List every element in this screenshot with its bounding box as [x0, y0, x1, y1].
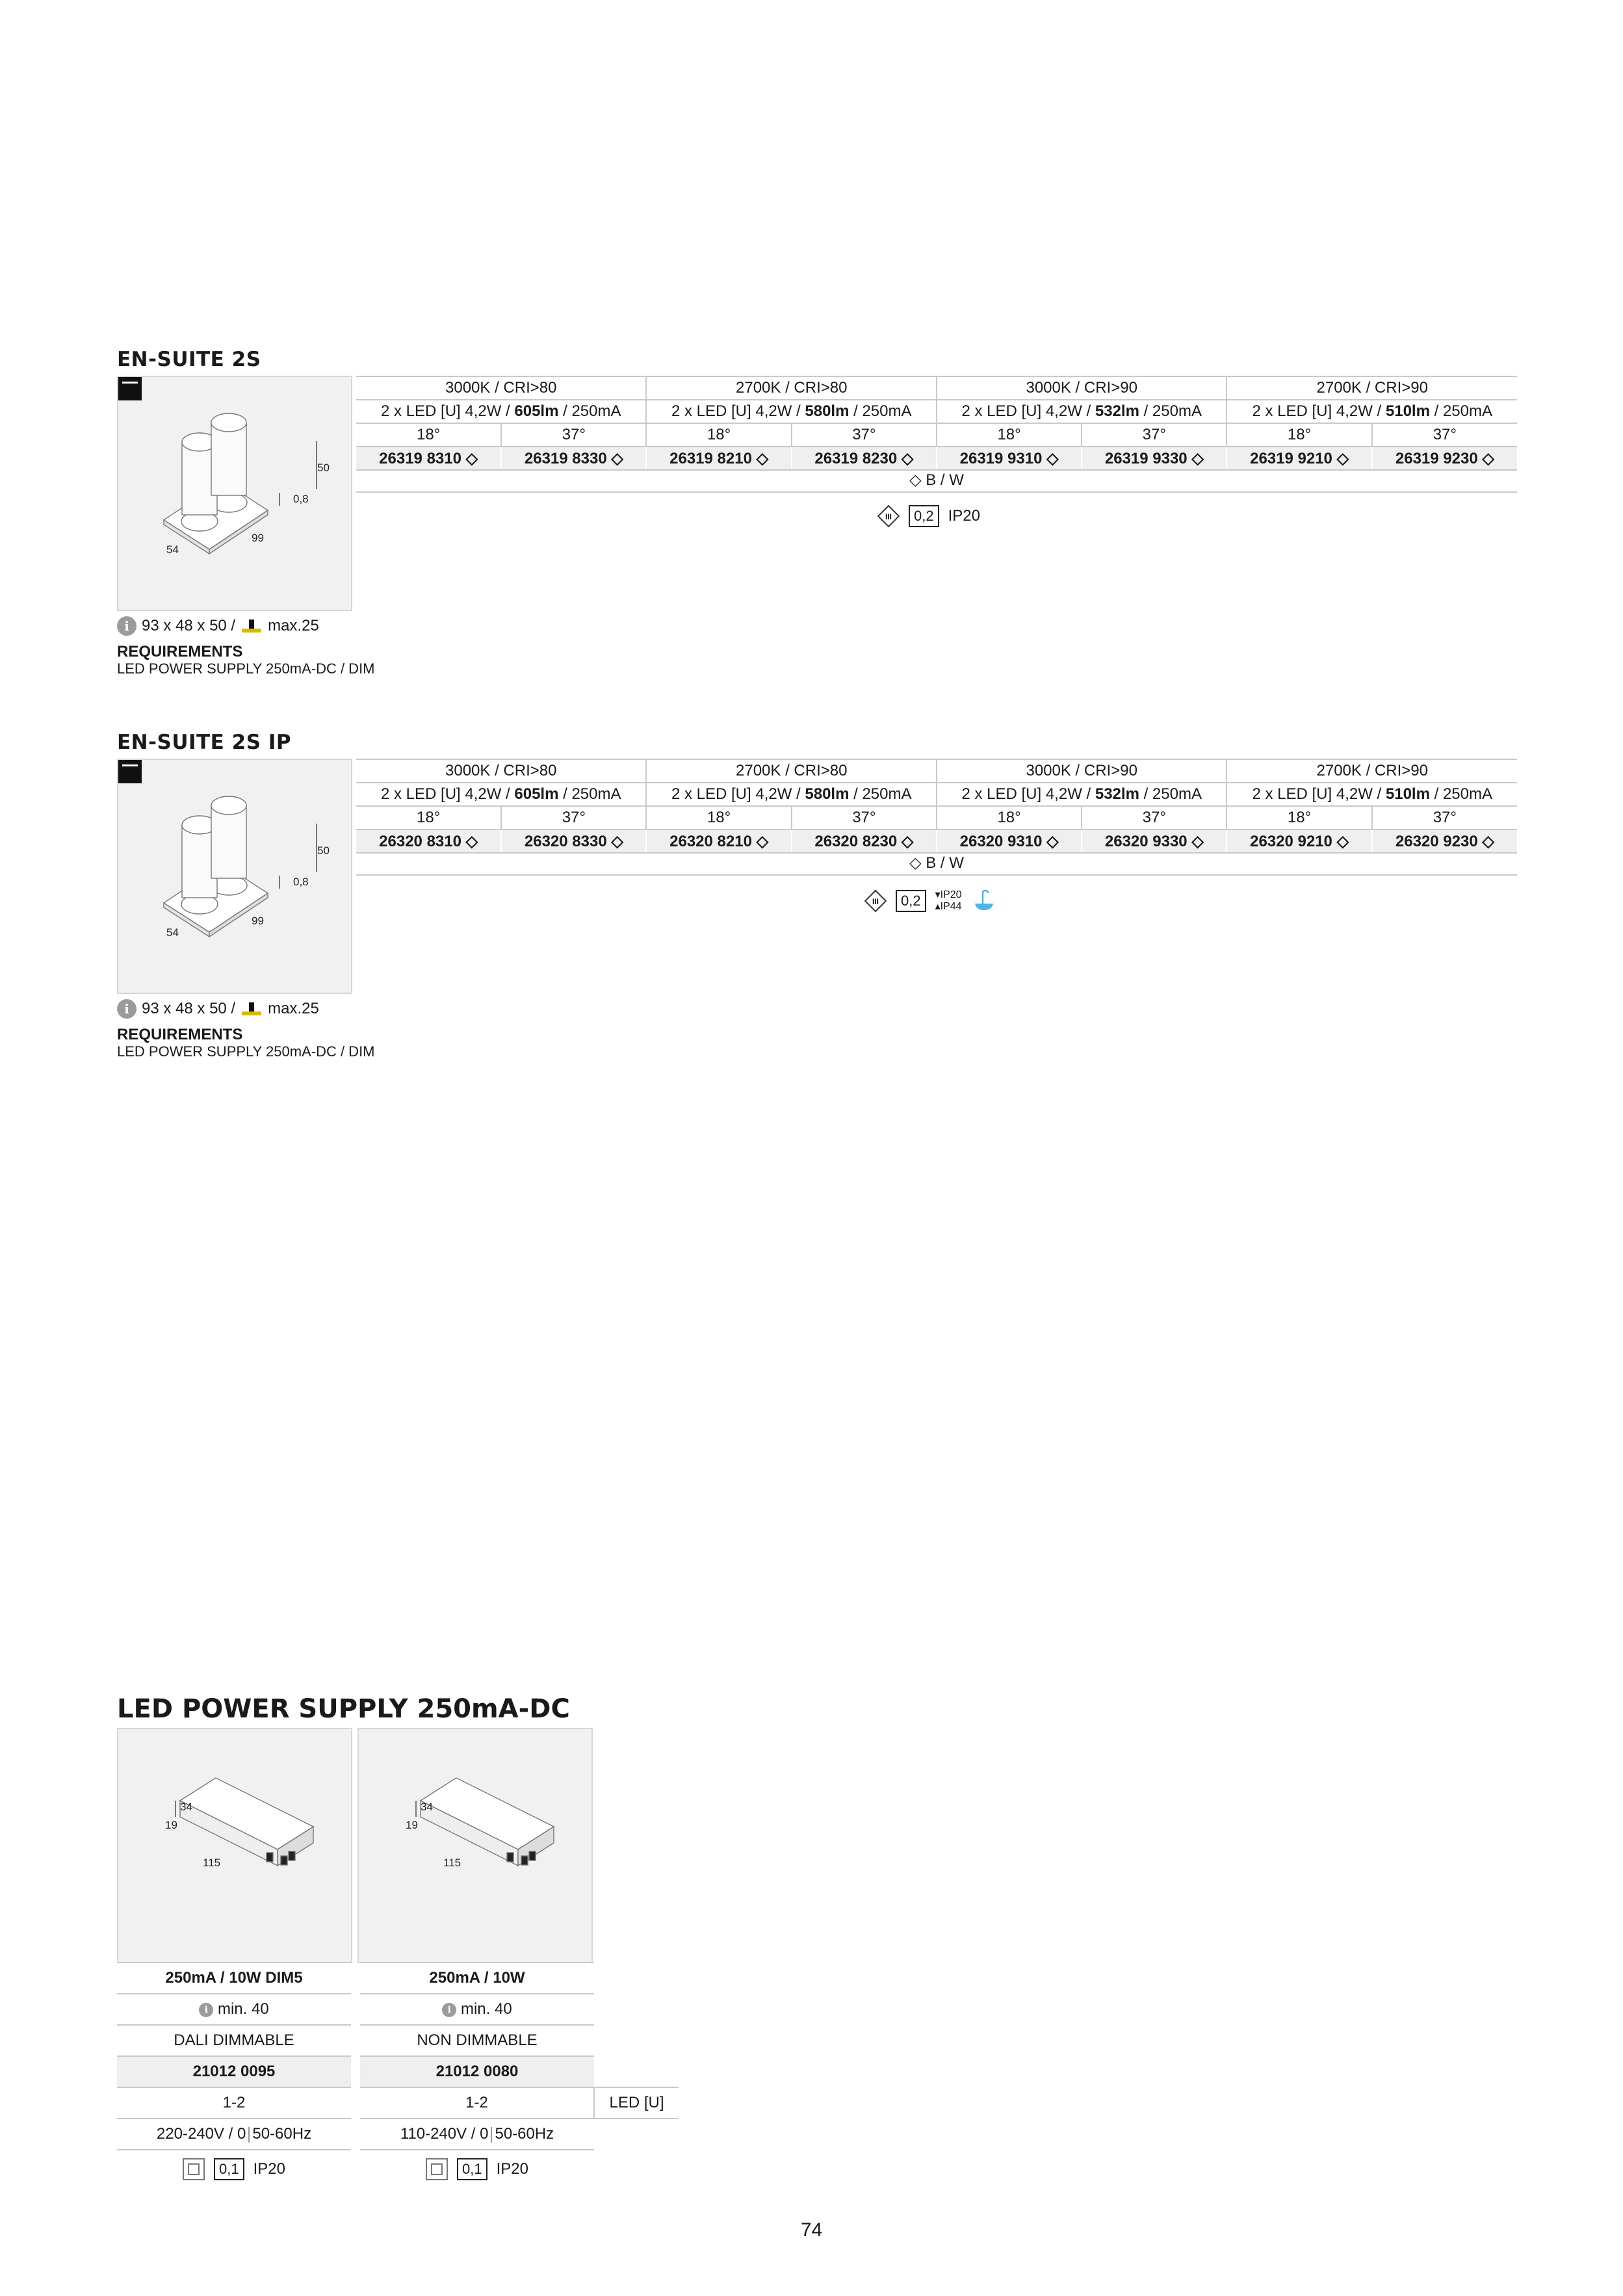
article-code: 26320 8210 ◇ — [646, 829, 791, 853]
led-spec: 2 x LED [U] 4,2W / 580lm / 250mA — [646, 400, 936, 423]
weight-box: 0,1 — [214, 2158, 244, 2180]
dim-length: 115 — [443, 1857, 461, 1869]
color-temp-header: 3000K / CRI>90 — [937, 376, 1227, 400]
led-spec: 2 x LED [U] 4,2W / 510lm / 250mA — [1227, 400, 1517, 423]
product-drawing — [118, 377, 351, 610]
finish-options: ◇ B / W — [356, 469, 1517, 493]
power-supply-table — [117, 1962, 679, 2192]
info-icon: i — [442, 2003, 456, 2017]
bathroom-icon — [971, 888, 997, 914]
article-code: 26319 8230 ◇ — [792, 447, 937, 470]
info-icon: i — [117, 616, 136, 636]
spec-table — [356, 376, 1517, 471]
article-code: 26320 9210 ◇ — [1227, 829, 1371, 853]
beam-angle: 37° — [1082, 806, 1227, 829]
spot-icon — [240, 617, 263, 635]
dim-height: 50 — [317, 462, 330, 474]
section-title: EN-SUITE 2S IP — [117, 731, 292, 754]
dim-thickness: 0,8 — [293, 493, 309, 505]
power-supply-drawing — [359, 1729, 591, 1962]
power-supply-image — [117, 1728, 352, 1963]
spec-table — [356, 759, 1517, 854]
led-spec: 2 x LED [U] 4,2W / 532lm / 250mA — [937, 400, 1227, 423]
max-text: max.25 — [268, 1000, 319, 1017]
beam-angle: 18° — [937, 423, 1082, 447]
dim-width: 34 — [421, 1801, 433, 1813]
color-temp-header: 2700K / CRI>90 — [1227, 376, 1517, 400]
beam-angle: 37° — [792, 423, 937, 447]
led-spec: 2 x LED [U] 4,2W / 510lm / 250mA — [1227, 783, 1517, 806]
dim-length: 99 — [252, 915, 264, 927]
article-code: 26320 9230 ◇ — [1372, 829, 1517, 853]
ip-rating: IP20 — [948, 507, 980, 525]
product-name: 250mA / 10W DIM5 — [117, 1963, 351, 1994]
dim-length: 99 — [252, 532, 264, 544]
requirements — [117, 1026, 375, 1060]
beam-angle: 37° — [501, 423, 646, 447]
article-code: 26320 8230 ◇ — [792, 829, 937, 853]
article-code: 26319 9210 ◇ — [1227, 447, 1371, 470]
ip-rating: IP20 — [496, 2159, 528, 2178]
class-ii-icon — [183, 2158, 205, 2180]
dim-height: 50 — [317, 844, 330, 857]
page-number: 74 — [800, 2219, 823, 2241]
power-supply-image — [357, 1728, 593, 1963]
ip-rating: IP20 — [253, 2159, 285, 2178]
svg-text:III: III — [872, 897, 879, 906]
qty-range: 1-2 — [117, 2087, 351, 2119]
min-value: i min. 40 — [117, 1994, 351, 2025]
finish-options: ◇ B / W — [356, 852, 1517, 876]
requirements — [117, 644, 375, 677]
article-code: 26320 8310 ◇ — [356, 829, 501, 853]
article-code: 26320 9330 ◇ — [1082, 829, 1227, 853]
power-supply-title: LED POWER SUPPLY 250mA-DC — [117, 1694, 570, 1724]
color-temp-header: 3000K / CRI>90 — [937, 759, 1227, 783]
beam-angle: 18° — [646, 806, 791, 829]
class-iii-icon — [864, 890, 887, 912]
requirements-title: REQUIREMENTS — [117, 643, 243, 660]
requirements-title: REQUIREMENTS — [117, 1026, 243, 1043]
qty-range: 1-2 — [360, 2087, 594, 2119]
dim-height: 19 — [165, 1819, 177, 1831]
info-icon: i — [199, 2003, 213, 2017]
article-code: 26319 8330 ◇ — [501, 447, 646, 470]
beam-angle: 18° — [1227, 806, 1371, 829]
beam-angle: 18° — [356, 806, 501, 829]
beam-angle: 37° — [1372, 806, 1517, 829]
beam-angle: 18° — [1227, 423, 1371, 447]
article-code: 26320 9310 ◇ — [937, 829, 1082, 853]
color-temp-header: 3000K / CRI>80 — [356, 376, 646, 400]
voltage: 220-240V / 0 50-60Hz — [117, 2119, 351, 2150]
qty-label: LED [U] — [594, 2087, 679, 2119]
dim-height: 19 — [406, 1819, 418, 1831]
beam-angle: 37° — [792, 806, 937, 829]
color-temp-header: 2700K / CRI>80 — [646, 759, 936, 783]
ip-rating-dual — [935, 889, 962, 913]
product-image — [117, 759, 352, 994]
spot-icon — [240, 1000, 263, 1018]
voltage: 110-240V / 0 50-60Hz — [360, 2119, 594, 2150]
ip-bottom: ▴IP44 — [935, 901, 962, 912]
product-image — [117, 376, 352, 611]
ip-top: ▾IP20 — [935, 889, 962, 900]
ps-icons — [117, 2150, 351, 2192]
max-text: max.25 — [268, 617, 319, 634]
weight-box: 0,2 — [909, 505, 939, 527]
dim-length: 115 — [203, 1857, 221, 1869]
dimming-type: NON DIMMABLE — [360, 2025, 594, 2056]
led-spec: 2 x LED [U] 4,2W / 532lm / 250mA — [937, 783, 1227, 806]
section-title: EN-SUITE 2S — [117, 348, 261, 371]
led-spec: 2 x LED [U] 4,2W / 605lm / 250mA — [356, 400, 646, 423]
color-temp-header: 2700K / CRI>80 — [646, 376, 936, 400]
article-code: 26319 8310 ◇ — [356, 447, 501, 470]
article-code: 26319 9310 ◇ — [937, 447, 1082, 470]
power-supply-drawing — [118, 1729, 351, 1962]
color-temp-header: 2700K / CRI>90 — [1227, 759, 1517, 783]
weight-box: 0,2 — [896, 890, 926, 912]
article-code: 26320 8330 ◇ — [501, 829, 646, 853]
article-code: 26319 8210 ◇ — [646, 447, 791, 470]
dim-width: 54 — [166, 926, 179, 939]
beam-angle: 18° — [646, 423, 791, 447]
beam-angle: 37° — [501, 806, 646, 829]
min-value: i min. 40 — [360, 1994, 594, 2025]
class-iii-icon — [877, 505, 900, 527]
led-spec: 2 x LED [U] 4,2W / 605lm / 250mA — [356, 783, 646, 806]
article-code: 21012 0080 — [360, 2056, 594, 2087]
spec-icons — [864, 888, 997, 914]
beam-angle: 18° — [937, 806, 1082, 829]
dimming-type: DALI DIMMABLE — [117, 2025, 351, 2056]
size-info — [117, 616, 319, 636]
color-temp-header: 3000K / CRI>80 — [356, 759, 646, 783]
article-code: 21012 0095 — [117, 2056, 351, 2087]
article-code: 26319 9330 ◇ — [1082, 447, 1227, 470]
requirements-text: LED POWER SUPPLY 250mA-DC / DIM — [117, 660, 375, 677]
beam-angle: 37° — [1082, 423, 1227, 447]
product-name: 250mA / 10W — [360, 1963, 594, 1994]
info-icon: i — [117, 999, 136, 1019]
beam-angle: 37° — [1372, 423, 1517, 447]
size-info — [117, 999, 319, 1019]
spec-icons — [877, 505, 980, 527]
dim-width: 34 — [180, 1801, 192, 1813]
class-ii-icon — [426, 2158, 448, 2180]
size-text: 93 x 48 x 50 / — [142, 617, 236, 634]
product-drawing — [118, 760, 351, 993]
dim-thickness: 0,8 — [293, 876, 309, 888]
requirements-text: LED POWER SUPPLY 250mA-DC / DIM — [117, 1043, 375, 1060]
led-spec: 2 x LED [U] 4,2W / 580lm / 250mA — [646, 783, 936, 806]
article-code: 26319 9230 ◇ — [1372, 447, 1517, 470]
dim-width: 54 — [166, 543, 179, 556]
svg-text:III: III — [885, 512, 892, 521]
ps-icons — [360, 2150, 594, 2192]
size-text: 93 x 48 x 50 / — [142, 1000, 236, 1017]
beam-angle: 18° — [356, 423, 501, 447]
weight-box: 0,1 — [457, 2158, 487, 2180]
